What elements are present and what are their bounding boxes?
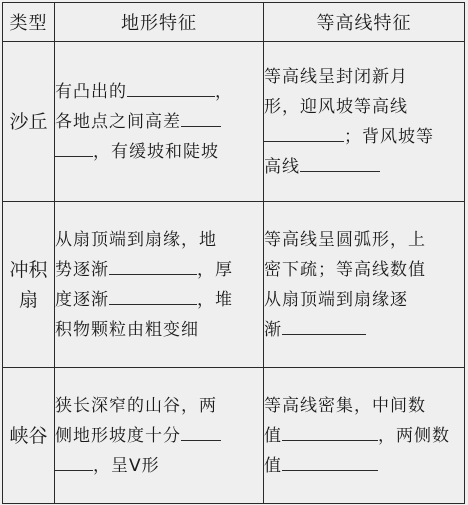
fill-in-blank[interactable] <box>282 422 378 441</box>
text-run: 从扇顶端到扇缘，地 <box>55 229 217 250</box>
text-line <box>55 285 263 315</box>
contour-cell <box>264 368 465 504</box>
header-terrain: 地形特征 <box>55 3 264 42</box>
text-run: 值 <box>264 425 282 446</box>
fill-in-blank[interactable] <box>181 422 221 441</box>
fill-in-blank[interactable] <box>109 256 197 275</box>
text-run: 等高线呈封闭新月 <box>264 66 408 87</box>
text-line <box>55 421 263 451</box>
contour-cell <box>264 42 465 202</box>
fill-in-blank[interactable] <box>282 452 378 471</box>
fill-in-blank[interactable] <box>55 138 93 157</box>
type-cell <box>3 202 55 368</box>
text-run: 渐 <box>264 319 282 340</box>
text-line <box>264 152 464 182</box>
text-run: 高线 <box>264 156 300 177</box>
text-run: 有凸出的 <box>55 81 127 102</box>
text-run: 侧地形坡度十分 <box>55 425 181 446</box>
fill-in-blank[interactable] <box>300 153 380 172</box>
text-line <box>264 391 464 421</box>
text-line <box>55 225 263 255</box>
text-run: ，堆 <box>197 289 233 310</box>
text-line <box>264 225 464 255</box>
text-run: ，有缓坡和陡坡 <box>93 141 219 162</box>
text-run: 从扇顶端到扇缘逐 <box>264 289 408 310</box>
type-label: 峡谷 <box>9 424 48 447</box>
header-row <box>3 3 465 42</box>
text-run: 积物颗粒由粗变细 <box>55 319 199 340</box>
text-line <box>55 391 263 421</box>
text-line <box>264 122 464 152</box>
header-contour: 等高线特征 <box>264 3 465 42</box>
text-line <box>55 77 263 107</box>
row-canyon <box>3 368 465 504</box>
text-line <box>264 285 464 315</box>
text-run: 形，迎风坡等高线 <box>264 96 408 117</box>
type-cell <box>3 42 55 202</box>
text-line <box>264 92 464 122</box>
text-run: 等高线密集，中间数 <box>264 395 426 416</box>
text-run: ，呈V形 <box>93 455 160 476</box>
text-line <box>55 255 263 285</box>
text-run: 狭长深窄的山谷，两 <box>55 395 217 416</box>
fill-in-blank[interactable] <box>264 123 344 142</box>
text-run: 等高线呈圆弧形，上 <box>264 229 426 250</box>
type-label: 冲积 <box>9 258 48 281</box>
text-line <box>55 107 263 137</box>
terrain-cell <box>55 42 264 202</box>
fill-in-blank[interactable] <box>127 78 215 97</box>
text-run: ，厚 <box>197 259 233 280</box>
text-run: 势逐渐 <box>55 259 109 280</box>
fill-in-blank[interactable] <box>109 286 197 305</box>
text-run: ；背风坡等 <box>344 126 434 147</box>
text-line <box>55 137 263 167</box>
row-alluvial-fan <box>3 202 465 368</box>
text-run: 值 <box>264 455 282 476</box>
terrain-cell <box>55 368 264 504</box>
row-dune <box>3 42 465 202</box>
text-run: 各地点之间高差 <box>55 111 181 132</box>
contour-cell <box>264 202 465 368</box>
type-label: 扇 <box>18 288 38 311</box>
text-line <box>55 451 263 481</box>
landform-table <box>2 2 465 504</box>
text-run: 密下疏；等高线数值 <box>264 259 426 280</box>
text-run: ， <box>215 81 233 102</box>
fill-in-blank[interactable] <box>282 316 366 335</box>
type-label: 沙丘 <box>9 110 48 133</box>
terrain-cell <box>55 202 264 368</box>
text-line <box>55 315 263 345</box>
text-line <box>264 255 464 285</box>
text-line <box>264 451 464 481</box>
fill-in-blank[interactable] <box>55 452 93 471</box>
text-line <box>264 315 464 345</box>
text-run: ，两侧数 <box>378 425 450 446</box>
fill-in-blank[interactable] <box>181 108 221 127</box>
text-line <box>264 421 464 451</box>
header-type: 类型 <box>3 3 55 42</box>
text-run: 度逐渐 <box>55 289 109 310</box>
type-cell <box>3 368 55 504</box>
text-line <box>264 62 464 92</box>
